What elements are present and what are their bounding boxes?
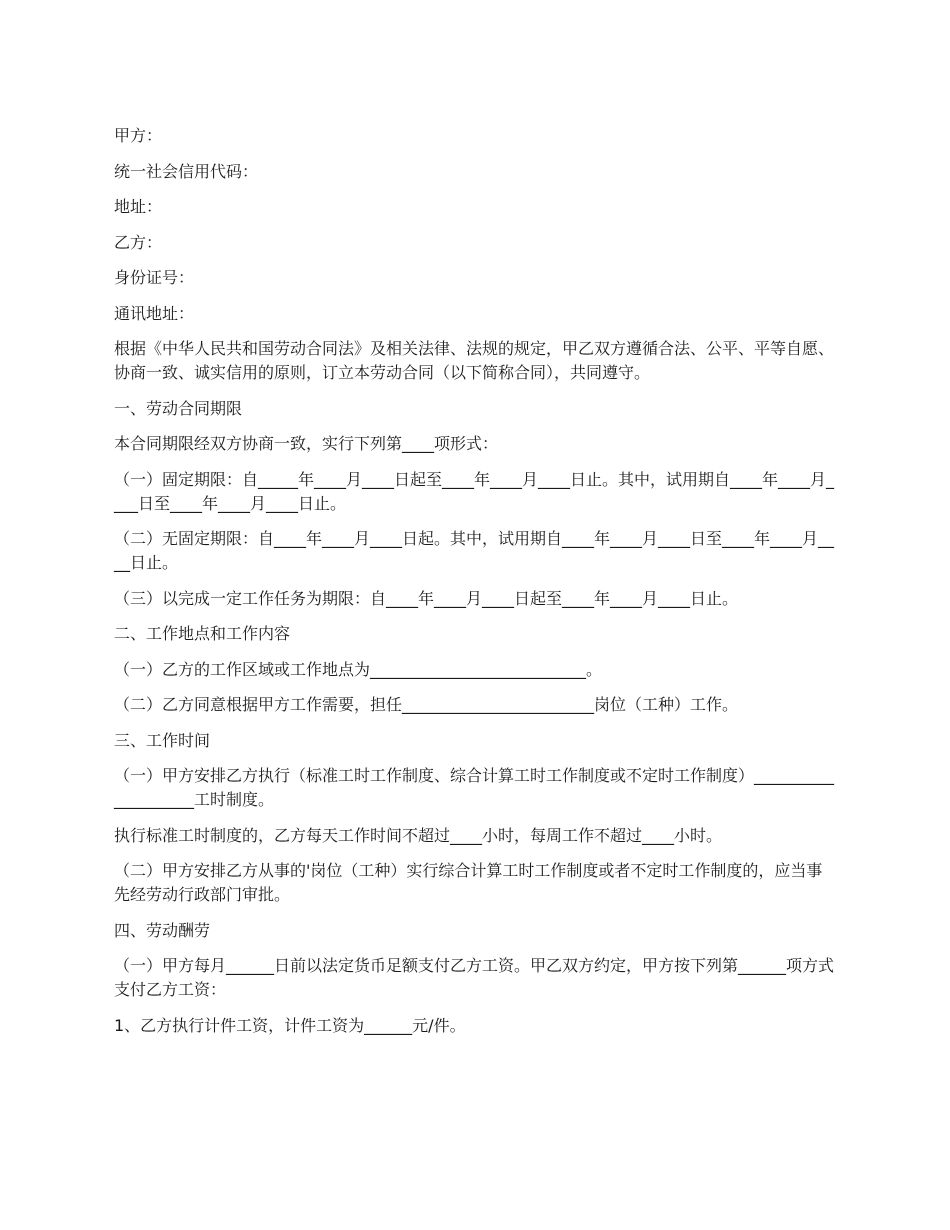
standard-hours-clause: 执行标准工时制度的，乙方每天工作时间不超过____小时，每周工作不超过____小时。 bbox=[114, 825, 723, 845]
fixed-term-clause: （一）固定期限：自_____年____月____日起至____年____月____日止。其中，试用期自____年____月____日至____年____月____日止。 bbox=[114, 469, 835, 513]
position-clause: （二）乙方同意根据甲方工作需要，担任________________________岗位（工种）工作。 bbox=[114, 695, 739, 714]
section-heading-workplace: 二、工作地点和工作内容 bbox=[114, 624, 291, 643]
hours-system-clause: （一）甲方安排乙方执行（标准工时工作制度、综合计算工时工作制度或不定时工作制度）____________________工时制度。 bbox=[114, 766, 835, 809]
party-b-line: 乙方： bbox=[114, 232, 163, 252]
preamble-paragraph: 根据《中华人民共和国劳动合同法》及相关法律、法规的规定，甲乙双方遵循合法、公平、平等自愿、协商一致、诚实信用的原则，订立本劳动合同（以下简称合同），共同遵守。 bbox=[114, 339, 835, 382]
id-number-line: 身份证号： bbox=[114, 268, 195, 287]
contact-address-line: 通讯地址： bbox=[114, 303, 195, 323]
party-a-address-line: 地址： bbox=[114, 197, 163, 216]
contract-document bbox=[114, 124, 838, 1049]
task-term-clause: （三）以完成一定工作任务为期限：自____年____月____日起至____年____月____日止。 bbox=[114, 588, 739, 608]
payday-clause: （一）甲方每月______日前以法定货币足额支付乙方工资。甲乙双方约定，甲方按下列第______项方式支付乙方工资： bbox=[114, 956, 835, 999]
credit-code-line: 统一社会信用代码： bbox=[114, 161, 259, 181]
section-heading-hours: 三、工作时间 bbox=[114, 730, 211, 750]
party-a-line: 甲方： bbox=[114, 126, 163, 145]
section-heading-pay: 四、劳动酬劳 bbox=[114, 920, 211, 940]
open-term-clause: （二）无固定期限：自____年____月____日起。其中，试用期自____年____月____日至____年____月____日止。 bbox=[114, 529, 835, 572]
piece-wage-clause: 1、乙方执行计件工资，计件工资为______元/件。 bbox=[114, 1015, 466, 1035]
term-intro-paragraph: 本合同期限经双方协商一致，实行下列第____项形式： bbox=[114, 434, 499, 453]
workplace-clause: （一）乙方的工作区域或工作地点为___________________________。 bbox=[114, 659, 603, 679]
hours-approval-clause: （二）甲方安排乙方从事的'岗位（工种）实行综合计算工时工作制度或者不定时工作制度的，应当事先经劳动行政部门审批。 bbox=[114, 861, 823, 904]
section-heading-term: 一、劳动合同期限 bbox=[114, 398, 243, 418]
